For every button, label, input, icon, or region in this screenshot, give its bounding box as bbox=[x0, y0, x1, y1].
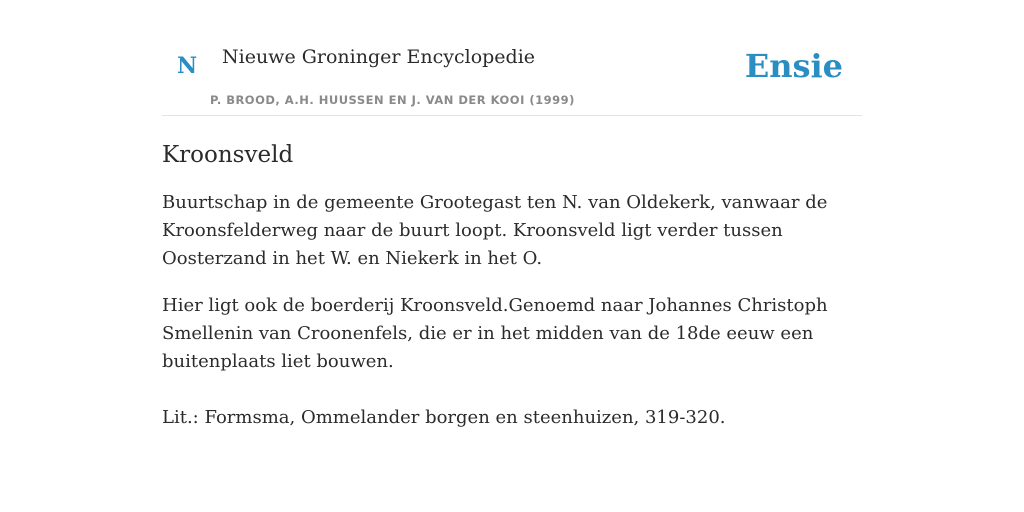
article-title: Kroonsveld bbox=[162, 142, 294, 168]
page bbox=[162, 0, 862, 432]
header bbox=[162, 0, 862, 116]
ensie-brand-logo[interactable]: Ensie bbox=[744, 47, 843, 85]
encyclopedia-logo[interactable]: N bbox=[177, 53, 198, 79]
encyclopedia-authors: P. BROOD, A.H. HUUSSEN EN J. VAN DER KOOI (1999) bbox=[210, 93, 575, 107]
article-paragraph: Buurtschap in de gemeente Grootegast ten N. van Oldekerk, vanwaar de Kroonsfelderweg naar de buurt loopt. Kroonsveld ligt verder tussen Oosterzand in het W. en Niekerk in het O. bbox=[162, 192, 828, 269]
literature-reference: Lit.: Formsma, Ommelander borgen en steenhuizen, 319-320. bbox=[162, 407, 726, 428]
article bbox=[162, 116, 862, 432]
encyclopedia-title[interactable]: Nieuwe Groninger Encyclopedie bbox=[222, 46, 536, 68]
article-paragraph: Hier ligt ook de boerderij Kroonsveld.Genoemd naar Johannes Christoph Smellenin van Croonenfels, die er in het midden van de 18de eeuw een buitenplaats liet bouwen. bbox=[162, 295, 828, 372]
